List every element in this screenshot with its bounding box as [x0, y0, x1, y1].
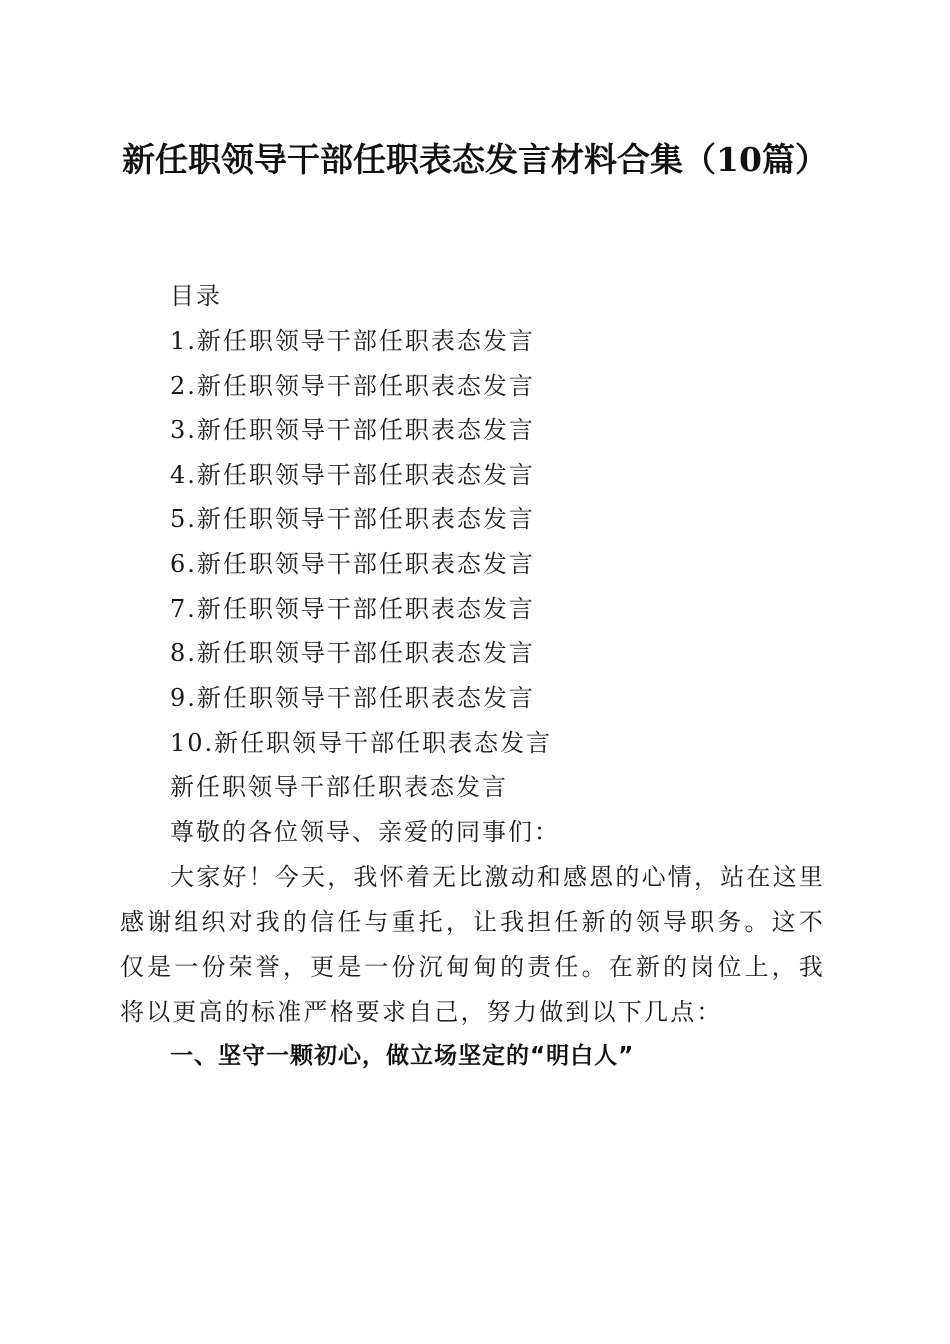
- body-paragraph: 大家好！今天，我怀着无比激动和感恩的心情，站在这里感谢组织对我的信任与重托，让我担任新的领导职务。这不仅是一份荣誉，更是一份沉甸甸的责任。在新的岗位上，我将以更高的标准严格要求自己，努力做到以下几点：: [120, 863, 825, 1026]
- document-body: [120, 0, 825, 1344]
- toc-item: 10.新任职领导干部任职表态发言: [170, 729, 553, 757]
- toc-item: 2.新任职领导干部任职表态发言: [170, 372, 535, 400]
- toc-label: 目录: [170, 282, 222, 310]
- toc-item: 5.新任职领导干部任职表态发言: [170, 505, 535, 533]
- toc-item: 9.新任职领导干部任职表态发言: [170, 684, 535, 712]
- toc-item: 6.新任职领导干部任职表态发言: [170, 550, 535, 578]
- toc-item: 1.新任职领导干部任职表态发言: [170, 327, 535, 355]
- toc-item: 8.新任职领导干部任职表态发言: [170, 639, 535, 667]
- toc-item: 7.新任职领导干部任职表态发言: [170, 595, 535, 623]
- toc-item: 3.新任职领导干部任职表态发言: [170, 416, 535, 444]
- section-heading: 一、坚守一颗初心，做立场坚定的“明白人”: [170, 1043, 635, 1069]
- toc-item: 4.新任职领导干部任职表态发言: [170, 461, 535, 489]
- article-title: 新任职领导干部任职表态发言: [170, 773, 508, 801]
- document-title: 新任职领导干部任职表态发言材料合集（10篇）: [122, 140, 828, 179]
- salutation: 尊敬的各位领导、亲爱的同事们：: [170, 818, 560, 846]
